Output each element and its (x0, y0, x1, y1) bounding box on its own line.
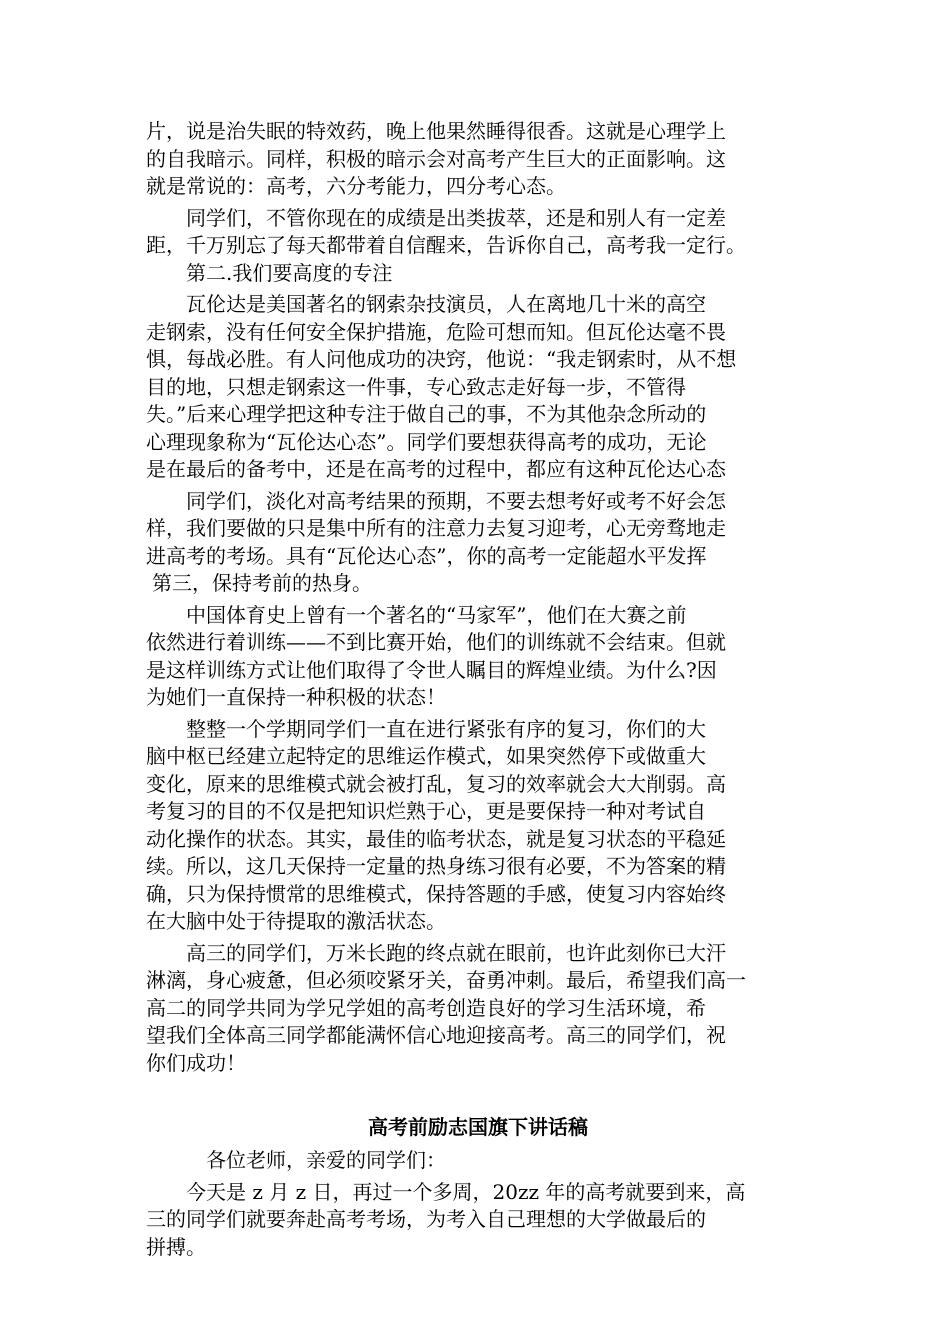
text-line: 瓦伦达是美国著名的钢索杂技演员，人在离地几十米的高空 (186, 292, 706, 316)
text-line: 拼搏。 (146, 1234, 206, 1259)
text-line: 心理现象称为“瓦伦达心态”。同学们要想获得高考的成功，无论 (146, 429, 707, 454)
text-line: 今天是 z 月 z 日，再过一个多周，20zz 年的高考就要到来，高 (186, 1179, 746, 1204)
text-line: 淋漓，身心疲惫，但必须咬紧牙关，奋勇冲刺。最后，希望我们高一 (146, 968, 746, 992)
text-line: 为她们一直保持一种积极的状态！ (146, 685, 446, 709)
text-line: 是在最后的备考中，还是在高考的过程中，都应有这种瓦伦达心态 (146, 457, 726, 481)
paragraph (146, 488, 810, 571)
section-heading (146, 260, 810, 288)
paragraph (146, 716, 810, 936)
text-line: 确，只为保持惯常的思维模式，保持答题的手感，使复习内容始终 (146, 881, 726, 906)
text-line: 样，我们要做的只是集中所有的注意力去复习迎考，心无旁骛地走 (146, 516, 726, 540)
text-line: 变化，原来的思维模式就会被打乱，复习的效率就会大大削弱。高 (146, 771, 726, 796)
text-line: 第三，保持考前的热身。 (152, 571, 372, 595)
document-page (146, 118, 810, 1261)
text-line: 高三的同学们，万米长跑的终点就在眼前，也许此刻你已大汗 (186, 940, 726, 965)
paragraph (146, 602, 810, 712)
text-line: 中国体育史上曾有一个著名的“马家军”，他们在大赛之前 (186, 602, 687, 627)
text-line: 整整一个学期同学们一直在进行紧张有序的复习，你们的大 (186, 716, 706, 741)
text-line: 失。”后来心理学把这种专注于做自己的事，不为其他杂念所动的 (146, 402, 707, 426)
text-line: 脑中枢已经建立起特定的思维运作模式，如果突然停下或做重大 (146, 744, 706, 768)
text-line: 同学们，淡化对高考结果的预期，不要去想考好或考不好会怎 (186, 488, 726, 513)
text-line: 依然进行着训练——不到比赛开始，他们的训练就不会结束。但就 (146, 630, 726, 654)
text-line: 高二的同学共同为学兄学姐的高考创造良好的学习生活环境，希 (146, 995, 706, 1020)
paragraph (146, 291, 810, 484)
paragraph (146, 118, 810, 201)
paragraph (146, 940, 810, 1078)
paragraph (146, 1179, 810, 1262)
text-line: 距，千万别忘了每天都带着自信醒来，告诉你自己，高考我一定行。 (146, 233, 746, 257)
text-line: 是这样训练方式让他们取得了令世人瞩目的辉煌业绩。为什么?因 (146, 657, 717, 682)
text-line: 就是常说的：高考，六分考能力，四分考心态。 (146, 174, 566, 198)
text-line: 第二.我们要高度的专注 (186, 260, 393, 285)
text-line: 动化操作的状态。其实，最佳的临考状态，就是复习状态的平稳延 (146, 826, 726, 851)
text-line: 目的地，只想走钢索这一件事，专心致志走好每一步，不管得 (146, 374, 686, 399)
text-line: 片，说是治失眠的特效药，晚上他果然睡得很香。这就是心理学上 (146, 119, 726, 143)
text-line: 三的同学们就要奔赴高考考场，为考入自己理想的大学做最后的 (146, 1207, 706, 1231)
text-line: 望我们全体高三同学都能满怀信心地迎接高考。高三的同学们，祝 (146, 1023, 726, 1047)
section-heading (146, 570, 810, 598)
text-line: 惧，每战必胜。有人问他成功的决窍，他说：“我走钢索时，从不想 (146, 347, 737, 371)
speech-title: 高考前励志国旗下讲话稿 (368, 1115, 588, 1139)
text-line: 续。所以，这几天保持一定量的热身练习很有必要，不为答案的精 (146, 854, 726, 878)
salutation (146, 1147, 810, 1175)
text-line: 的自我暗示。同样，积极的暗示会对高考产生巨大的正面影响。这 (146, 146, 726, 171)
paragraph (146, 205, 810, 260)
text-line: 考复习的目的不仅是把知识烂熟于心，更是要保持一种对考试自 (146, 799, 706, 823)
text-line: 你们成功！ (146, 1050, 246, 1075)
text-line: 走钢索，没有任何安全保护措施，危险可想而知。但瓦伦达毫不畏 (146, 319, 726, 344)
text-line: 进高考的考场。具有“瓦伦达心态”，你的高考一定能超水平发挥 (146, 543, 707, 568)
text-line: 各位老师，亲爱的同学们： (206, 1148, 446, 1172)
text-line: 同学们，不管你现在的成绩是出类拔萃，还是和别人有一定差 (186, 205, 726, 230)
text-line: 在大脑中处于待提取的激活状态。 (146, 909, 446, 933)
